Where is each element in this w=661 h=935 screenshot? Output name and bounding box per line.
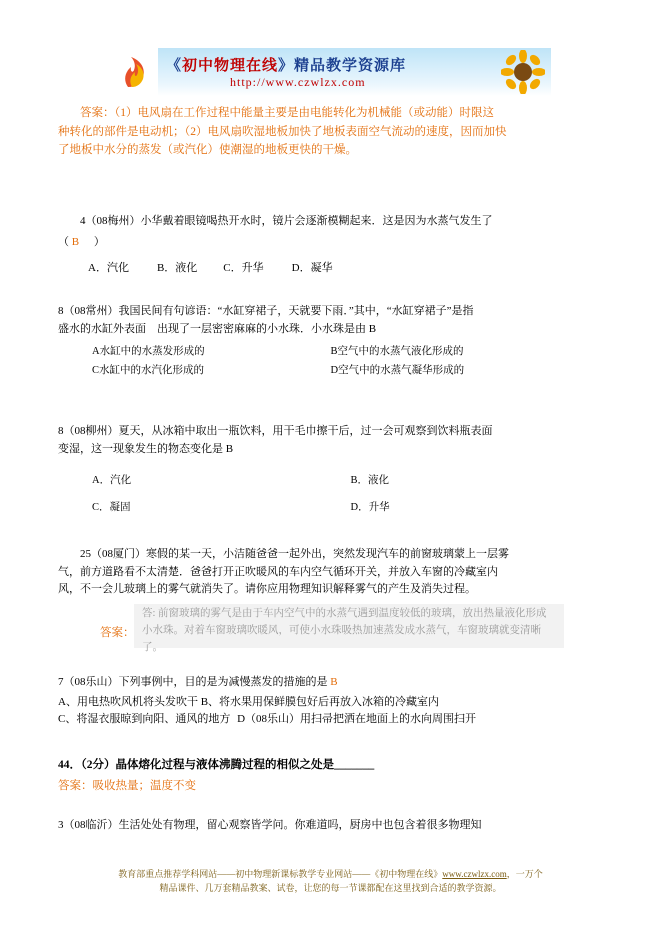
q7-options-row2 <box>58 711 603 729</box>
q4-option-d[interactable]: D．凝华 <box>291 262 333 275</box>
banner-title-prefix: 《 <box>166 58 183 74</box>
q7-option-d[interactable]: D（08乐山）用扫帚把洒在地面上的水向周围扫开 <box>237 713 477 726</box>
q4-paren-close: ） <box>93 235 105 248</box>
banner-title-suffix: 》精品教学资源库 <box>278 58 407 74</box>
footer-url[interactable]: www.czwlzx.com <box>442 869 507 879</box>
q7-stem-line <box>58 674 603 692</box>
q4-stem: 4（08梅州）小华戴着眼镜喝热开水时，镜片会逐渐模糊起来．这是因为水蒸气发生了 <box>80 215 493 227</box>
answer-intro-line2: 种转化的部件是电动机；（2）电风扇吹湿地板加快了地板表面空气流动的速度，因而加快 <box>58 125 507 138</box>
q25-answer-line2: 小水珠。对着车窗玻璃吹暖风，可使小水珠吸热加速蒸发成水蒸气，车窗玻璃就变清晰了。 <box>142 624 541 653</box>
q7-answer: B <box>330 676 338 688</box>
question-8-changzhou <box>58 303 603 380</box>
q4-option-b[interactable]: B．液化 <box>156 262 198 275</box>
q25-stem-line2: 气，前方道路看不太清楚．爸爸打开正吹暖风的车内空气循环开关，并放入车窗的冷藏室内 <box>58 565 498 578</box>
q8a-option-b[interactable]: B空气中的水蒸气液化形成的 <box>330 346 464 358</box>
q8b-option-b[interactable]: B．液化 <box>350 475 390 487</box>
q44-answer: 吸收热量；温度不变 <box>92 779 196 792</box>
q4-options <box>58 260 603 278</box>
answer-intro-line3: 了地板中水分的蒸发（或汽化）使潮湿的地板更快的干燥。 <box>58 144 357 157</box>
question-8-liuzhou <box>58 423 603 517</box>
q8b-stem-line2: 变湿，这一现象发生的物态变化是 B <box>58 442 234 455</box>
banner-title <box>166 54 406 75</box>
q8a-option-a[interactable]: A水缸中的水蒸发形成的 <box>92 346 205 358</box>
question-25 <box>58 546 603 599</box>
q25-stem-line1: 25（08厦门）寒假的某一天，小洁随爸爸一起外出，突然发现汽车的前窗玻璃蒙上一层雾 <box>80 548 509 560</box>
q4-paren-open: （ <box>58 235 69 248</box>
q8b-option-d[interactable]: D．升华 <box>350 501 390 513</box>
q3-stem: 3（08临沂）生活处处有物理，留心观察皆学问。你难道吗，厨房中也包含着很多物理知 <box>58 819 482 831</box>
q7-option-a[interactable]: A、用电热吹风机将头发吹干 <box>58 695 198 708</box>
q4-answer: B <box>71 235 80 248</box>
footer-line1-b: ，一万个 <box>506 869 543 879</box>
q7-options-row1 <box>58 694 603 712</box>
q4-answer-line <box>58 234 603 252</box>
q4-option-a[interactable]: A．汽化 <box>88 262 129 275</box>
q44-stem: 44．（2分）晶体熔化过程与液体沸腾过程的相似之处是_______ <box>58 759 375 771</box>
q7-stem: 7（08乐山）下列事例中，目的是为减慢蒸发的措施的是 <box>58 676 328 688</box>
q8a-stem-line1: 8（08常州）我国民间有句谚语：“水缸穿裙子，天就要下雨．”其中，“水缸穿裙子”是指 <box>58 305 474 317</box>
page-footer <box>58 868 603 895</box>
flame-icon <box>122 56 148 88</box>
banner-title-main: 初中物理在线 <box>182 58 279 74</box>
question-4 <box>58 213 603 278</box>
footer-line1 <box>58 868 603 882</box>
q8b-options <box>58 472 603 517</box>
answer-intro-line1: （1）电风扇在工作过程中能量主要是由电能转化为机械能（或动能）时限这 <box>114 107 494 119</box>
q8b-option-a[interactable]: A．汽化 <box>92 475 132 487</box>
question-44 <box>58 757 603 796</box>
q8a-option-c[interactable]: C水缸中的水汽化形成的 <box>92 364 205 376</box>
q44-answer-label: 答案： <box>58 779 93 792</box>
q25-answer-label: 答案： <box>100 627 135 639</box>
q8a-option-d[interactable]: D空气中的水蒸气凝华形成的 <box>330 364 465 376</box>
q8b-stem-line1: 8（08柳州）夏天，从冰箱中取出一瓶饮料，用干毛巾擦干后，过一会可观察到饮料瓶表面 <box>58 425 493 437</box>
q7-option-b[interactable]: B、将水果用保鲜膜包好后再放入冰箱的冷藏室内 <box>200 695 440 708</box>
banner-url[interactable]: http://www.czwlzx.com <box>230 75 366 89</box>
q8a-options <box>58 343 603 380</box>
sunflower-icon <box>501 50 545 94</box>
footer-line2: 精品课件、几万套精品教案、试卷，让您的每一节课都配在这里找到合适的教学资源。 <box>159 882 502 893</box>
answer-intro-label: 答案： <box>80 107 115 119</box>
question-3 <box>58 817 603 835</box>
q25-answer-text <box>142 606 560 656</box>
q7-option-c[interactable]: C、将湿衣服晾到向阳、通风的地方 <box>58 713 231 726</box>
site-banner <box>110 48 551 96</box>
footer-line1-a: 教育部重点推荐学科网站——初中物理新课标教学专业网站——《初中物理在线》 <box>118 869 443 879</box>
answer-intro-block <box>58 104 603 160</box>
q8a-stem-line2: 盛水的水缸外表面 出现了一层密密麻麻的小水珠．小水珠是由 B <box>58 322 377 335</box>
q44-answer-line <box>58 778 603 796</box>
question-7 <box>58 674 603 729</box>
q25-stem-line3: 风，不一会儿玻璃上的雾气就消失了。请你应用物理知识解释雾气的产生及消失过程。 <box>58 583 476 596</box>
q4-option-c[interactable]: C．升华 <box>223 262 264 275</box>
q8b-option-c[interactable]: C．凝固 <box>92 501 131 513</box>
q25-answer-line1: 答: 前窗玻璃的雾气是由于车内空气中的水蒸气遇到温度较低的玻璃，放出热量液化形成 <box>142 608 547 619</box>
